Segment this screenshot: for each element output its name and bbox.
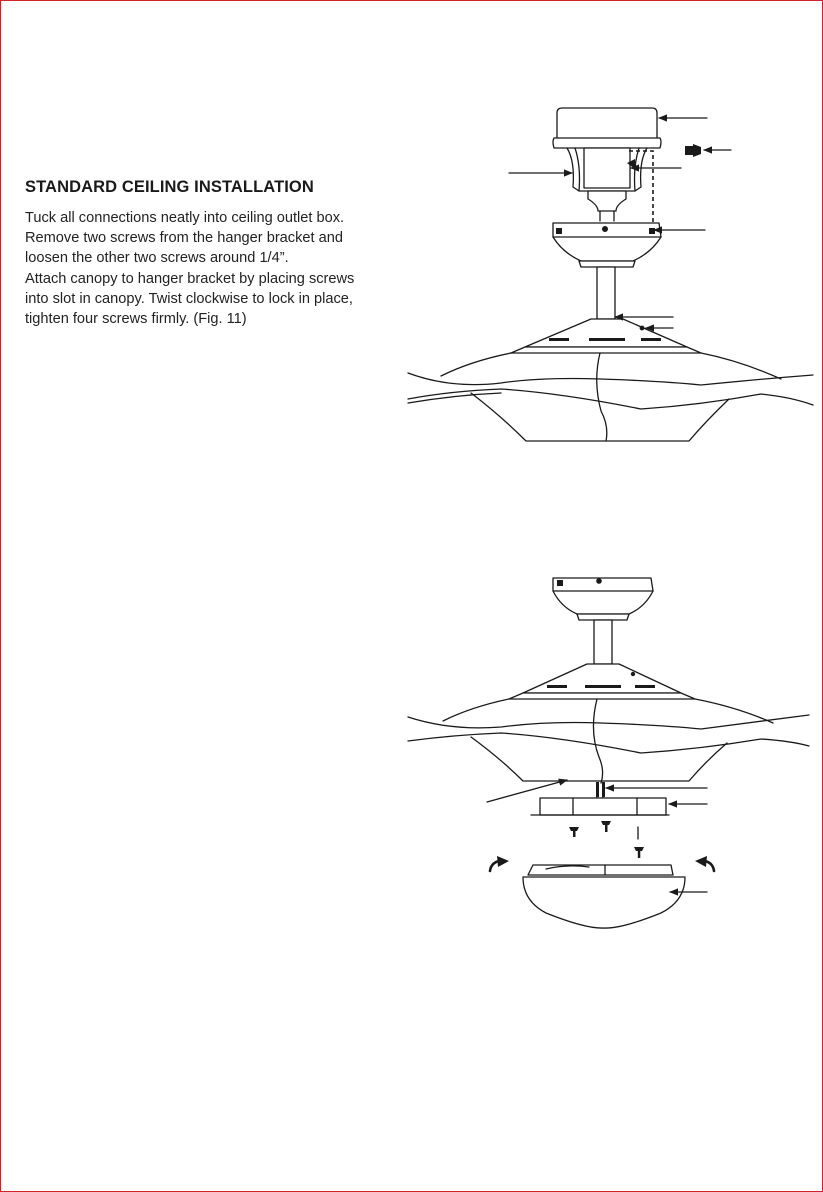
light-kit-installation-diagram [401, 566, 822, 936]
light-housing-bowl [471, 737, 727, 781]
hanger-bracket [567, 148, 647, 221]
fan-blades [408, 699, 809, 753]
downrod [594, 620, 612, 664]
wire [593, 699, 602, 783]
instruction-line: into slot in canopy. Twist clockwise to lock in place, [25, 290, 353, 307]
fan-canopy [553, 223, 661, 267]
screws [569, 821, 644, 858]
instruction-line: tighten four screws firmly. (Fig. 11) [25, 311, 247, 328]
downrod [597, 267, 615, 319]
canopy-installation-diagram [401, 96, 822, 451]
light-housing-bowl [471, 393, 729, 441]
motor-housing [509, 664, 695, 699]
mounting-screw [685, 144, 701, 157]
motor-housing [511, 319, 701, 353]
wire [597, 353, 607, 441]
instruction-line: Remove two screws from the hanger bracket and [25, 230, 343, 247]
instruction-line: loosen the other two screws around 1/4”. [25, 250, 289, 267]
instruction-text [25, 208, 395, 329]
switch-housing-plate [531, 798, 669, 815]
fan-canopy [553, 578, 653, 620]
glass-bowl [523, 865, 685, 928]
instruction-line: Attach canopy to hanger bracket by placing screws [25, 270, 355, 287]
ceiling-outlet-box [553, 108, 661, 148]
instruction-line: Tuck all connections neatly into ceiling outlet box. [25, 210, 345, 226]
fan-blades [408, 353, 813, 409]
section-title: STANDARD CEILING INSTALLATION [25, 178, 314, 196]
